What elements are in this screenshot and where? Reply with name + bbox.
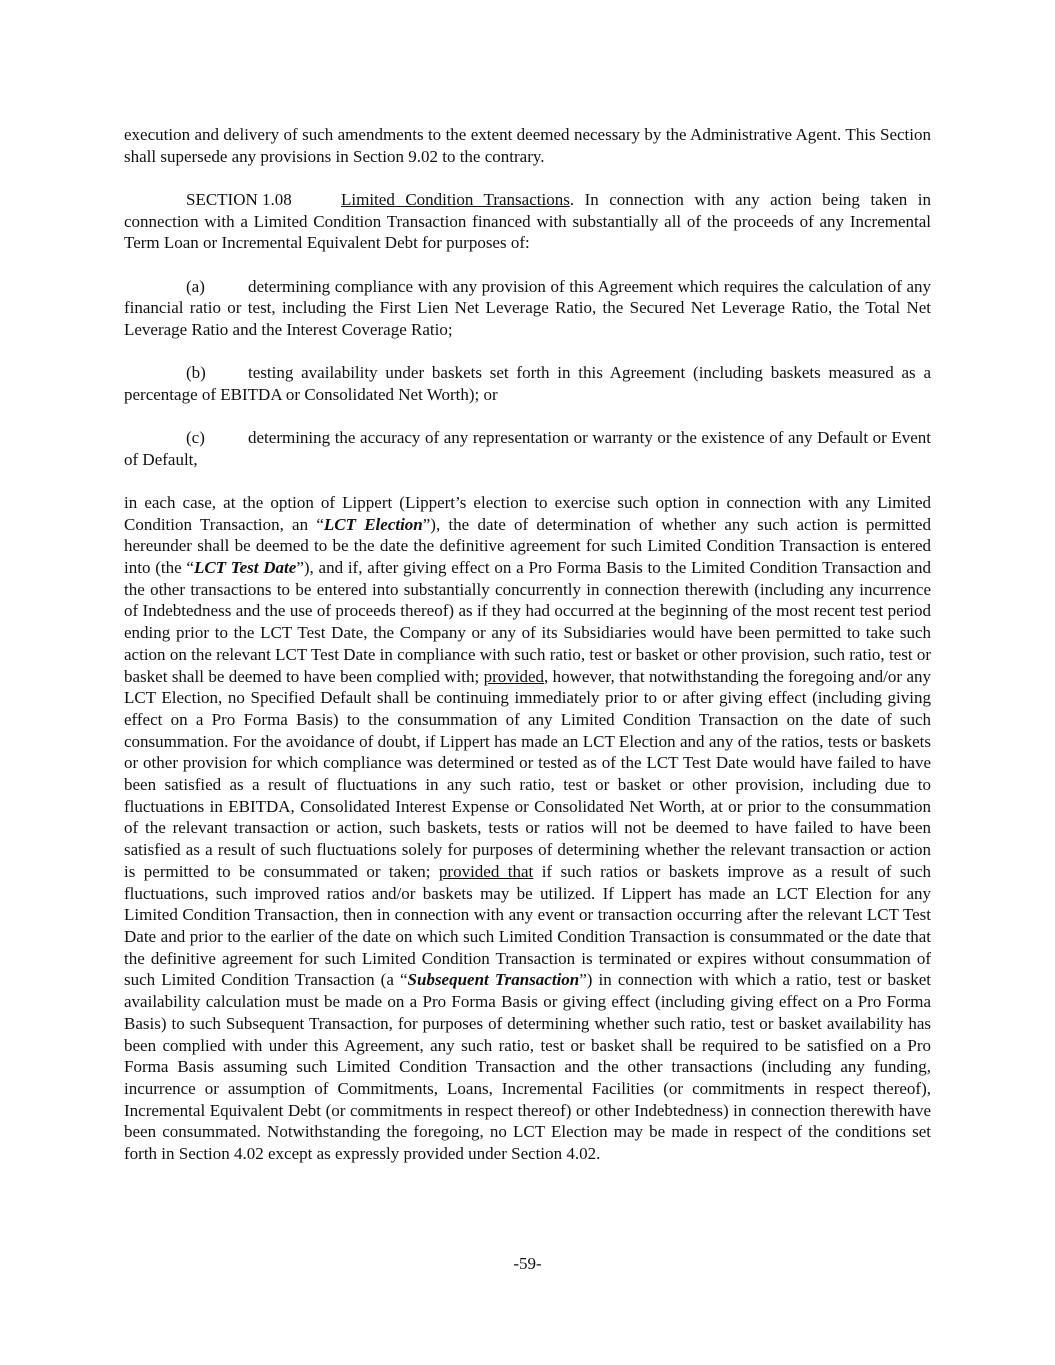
body-text-2: ”), the date of determination of whether any such action is permitted hereunder shall be deemed to be the date the definitive agreement for such Limited Condition Transaction is entered into (the “ [124, 514, 931, 578]
section-number: SECTION 1.08 [186, 189, 292, 209]
body-text-3: ”), and if, after giving effect on a Pro Forma Basis to the Limited Condition Transaction and the other transactions to be entered into substantially concurrently in connection therewith (including any incurrence of Indebtedness and the use of proceeds thereof) as if they had occurred at the beginning of the most recent test period ending prior to the LCT Test Date, the Company or any of its Subsidiaries would have been permitted to take such action on the relevant LCT Test Date in compliance with such ratio, test or basket or other provision, such ratio, test or basket shall be deemed to have been complied with; [124, 558, 932, 686]
body-text-6: ”) in connection with which a ratio, test or basket availability calculation must be made on a Pro Forma Basis or giving effect (including giving effect on a Pro Forma Basis) to such Subsequent Transaction, for purposes of determining whether such ratio, test or basket availability has been complied with under this Agreement, any such ratio, test or basket shall be required to be satisfied on a Pro Forma Basis assuming such Limited Condition Transaction and the other transactions (including any funding, incurrence or assumption of Commitments, Loans, Incremental Facilities (or commitments in respect thereof), Incremental Equivalent Debt (or commitments in respect thereof) or other Indebtedness) in connection therewith have been consummated. Notwithstanding the foregoing, no LCT Election may be made in respect of the conditions set forth in Section 4.02 except as expressly provided under Section 4.02. [124, 970, 931, 1164]
document-page [124, 124, 931, 1186]
section-title: Limited Condition Transactions [341, 189, 570, 209]
continuation-paragraph: execution and delivery of such amendments to the extent deemed necessary by the Administrative Agent. This Section shall supersede any provisions in Section 9.02 to the contrary. [124, 125, 931, 166]
section-intro-text: . In connection with any action being taken in connection with a Limited Condition Transaction financed with substantially all of the proceeds of any Incremental Term Loan or Incremental Equivalent Debt for purposes of: [124, 189, 931, 253]
section-1-08-paragraph [124, 189, 931, 254]
body-text-5: if such ratios or baskets improve as a result of such fluctuations, such improved ratios and/or baskets may be utilized. If Lippert has made an LCT Election for any Limited Condition Transaction, then in connection with any event or transaction occurring after the relevant LCT Test Date and prior to the earlier of the date on which such Limited Condition Transaction is consummated or the date that the definitive agreement for such Limited Condition Transaction is terminated or expires without consummation of such Limited Condition Transaction (a “ [124, 861, 931, 990]
clause-c [124, 427, 931, 470]
defined-term-lct-election: LCT Election [323, 514, 423, 534]
clause-c-text: determining the accuracy of any representation or warranty or the existence of any Default or Event of Default, [124, 428, 931, 469]
body-text-1: in each case, at the option of Lippert (Lippert’s election to exercise such option in connection with any Limited Condition Transaction, an “ [124, 492, 931, 534]
clause-a-text: determining compliance with any provision of this Agreement which requires the calculation of any financial ratio or test, including the First Lien Net Leverage Ratio, the Secured Net Leverage Ratio, the Total Net Leverage Ratio and the Interest Coverage Ratio; [124, 276, 931, 339]
clause-b [124, 362, 931, 405]
clause-b-text: testing availability under baskets set forth in this Agreement (including baskets measured as a percentage of EBITDA or Consolidated Net Worth); or [124, 363, 931, 404]
defined-term-subsequent-transaction: Subsequent Transaction [407, 970, 580, 990]
defined-term-lct-test-date: LCT Test Date [193, 558, 297, 578]
provided-keyword: provided [483, 666, 545, 686]
body-text-4: , however, that notwithstanding the foregoing and/or any LCT Election, no Specified Default shall be continuing immediately prior to or after giving effect (including giving effect on a Pro Forma Basis) to the consummation of any Limited Condition Transaction on the date of such consummation. For the avoidance of doubt, if Lippert has made an LCT Election and any of the ratios, tests or baskets or other provision for which compliance was determined or tested as of the LCT Test Date would have failed to have been satisfied as a result of fluctuations in any such ratio, test or basket or other provision, including due to fluctuations in EBITDA, Consolidated Interest Expense or Consolidated Net Worth, at or prior to the consummation of the relevant transaction or action, such baskets, tests or ratios will not be deemed to have failed to have been satisfied as a result of such fluctuations solely for purposes of determining whether the relevant transaction or action is permitted to be consummated or taken; [124, 666, 931, 881]
clause-a [124, 276, 931, 341]
main-body-paragraph [124, 492, 931, 1165]
clause-c-label: (c) [186, 428, 205, 448]
clause-a-label: (a) [186, 276, 205, 296]
page-number: -59- [513, 1254, 542, 1273]
provided-that-keyword: provided that [438, 861, 534, 881]
clause-b-label: (b) [186, 363, 206, 383]
